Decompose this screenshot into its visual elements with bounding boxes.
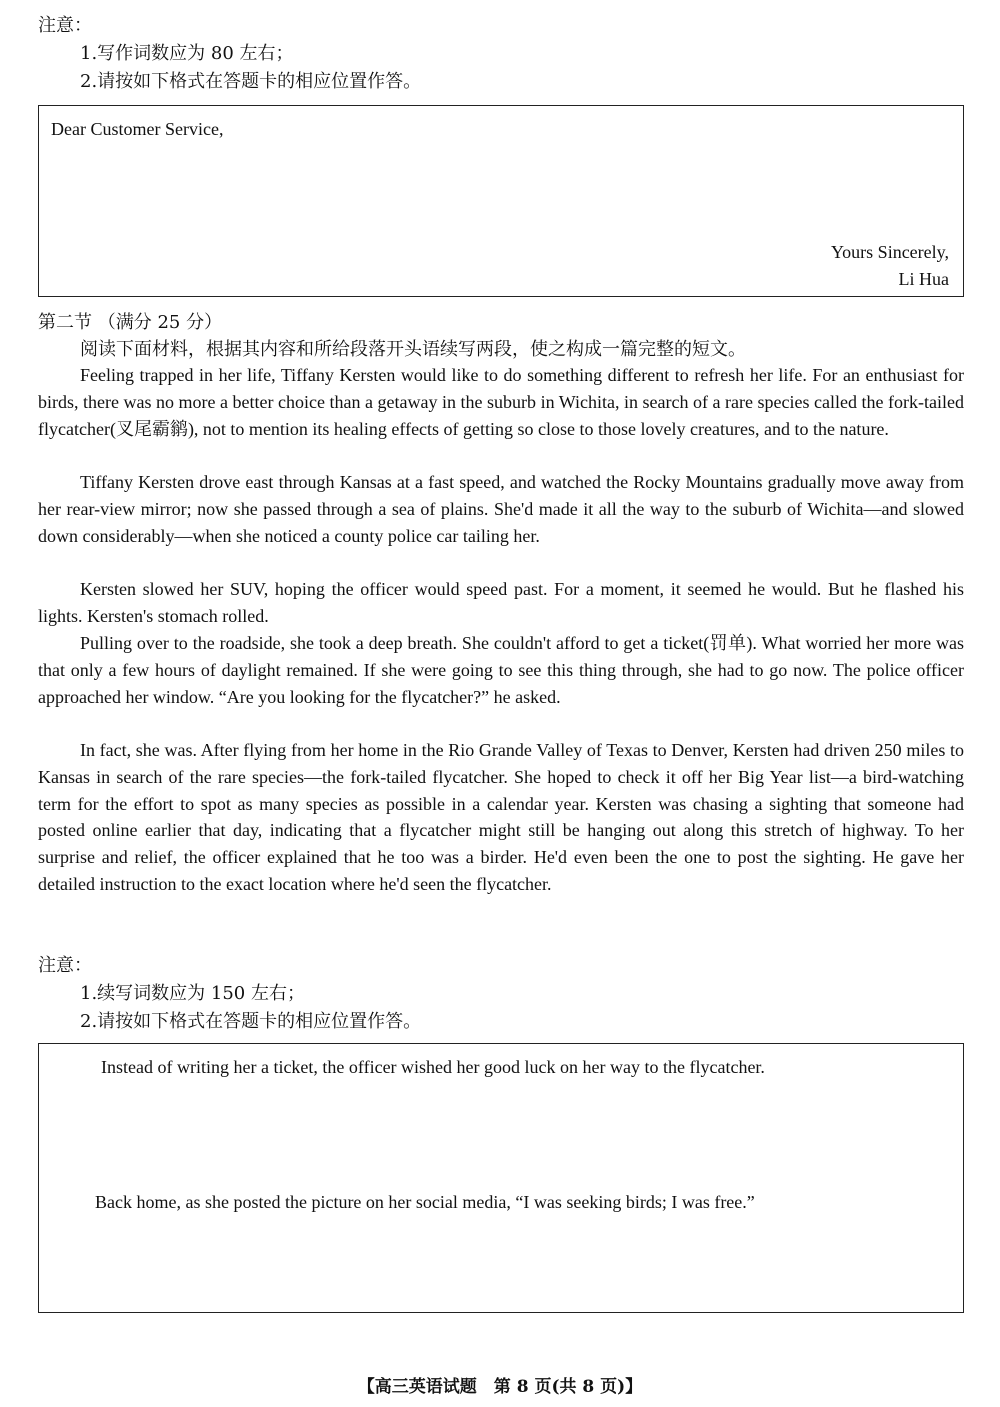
notice-label-2: 注意： (38, 955, 92, 976)
section-instruction: 阅读下面材料，根据其内容和所给段落开头语续写两段，使之构成一篇完整的短文。 (80, 339, 746, 360)
story-paragraph-2: Tiffany Kersten drove east through Kansas at a fast speed, and watched the Rocky Mountains gradually move away from her rear-view mirror; now she passed through a sea of plains. She'd made it all the way to the suburb of Wichita—and slowed down considerably—when she noticed a county police car tailing her. (38, 472, 964, 546)
page-footer: 【高三英语试题 第 8 页(共 8 页)】 (357, 1377, 643, 1397)
notice-label-1: 注意： (38, 15, 92, 36)
continuation-opening-2: Back home, as she posted the picture on her social media, “I was seeking birds; I was free.” (95, 1192, 755, 1212)
letter-greeting: Dear Customer Service, (51, 119, 224, 139)
note-word-count-2: 1.续写词数应为 150 左右； (80, 983, 305, 1004)
letter-closing: Yours Sincerely, (830, 242, 949, 262)
section-heading: 第二节 （满分 25 分） (38, 312, 223, 333)
note-format-2: 2.请按如下格式在答题卡的相应位置作答。 (80, 1011, 422, 1032)
letter-signature: Li Hua (898, 269, 949, 289)
story-paragraph-4: Pulling over to the roadside, she took a deep breath. She couldn't afford to get a ticket(罚单). What worried her more was that only a few hours of daylight remained. If she were going to see this thing through, she had to go now. The police officer approached her window. “Are you looking for the flycatcher?” he asked. (38, 633, 964, 707)
note-format-1: 2.请按如下格式在答题卡的相应位置作答。 (80, 71, 422, 92)
continuation-opening-1: Instead of writing her a ticket, the officer wished her good luck on her way to the flycatcher. (101, 1057, 765, 1077)
story-paragraph-3: Kersten slowed her SUV, hoping the officer would speed past. For a moment, it seemed he would. But he flashed his lights. Kersten's stomach rolled. (38, 579, 964, 626)
note-word-count-1: 1.写作词数应为 80 左右； (80, 43, 294, 64)
letter-answer-box (38, 105, 964, 297)
story-paragraph-5: In fact, she was. After flying from her home in the Rio Grande Valley of Texas to Denver, Kersten had driven 250 miles to Kansas in search of the rare species—the fork-tailed flycatcher. She hoped to check it off her Big Year list—a bird-watching term for the effort to spot as many species as possible in a calendar year. Kersten was chasing a sighting that someone had posted online earlier that day, indicating that a flycatcher might still be hanging out along this stretch of highway. To her surprise and relief, the officer explained that he too was a birder. He'd even been the one to post the sighting. He gave her detailed instruction to the exact location where he'd seen the flycatcher. (38, 740, 964, 894)
continuation-answer-box (38, 1043, 964, 1313)
story-paragraph-1: Feeling trapped in her life, Tiffany Kersten would like to do something different to refresh her life. For an enthusiast for birds, there was no more a better choice than a getaway in the suburb in Wichita, in search of a rare species called the fork-tailed flycatcher(叉尾霸鹟), not to mention its healing effects of getting so close to those lovely creatures, and to the nature. (38, 365, 964, 439)
